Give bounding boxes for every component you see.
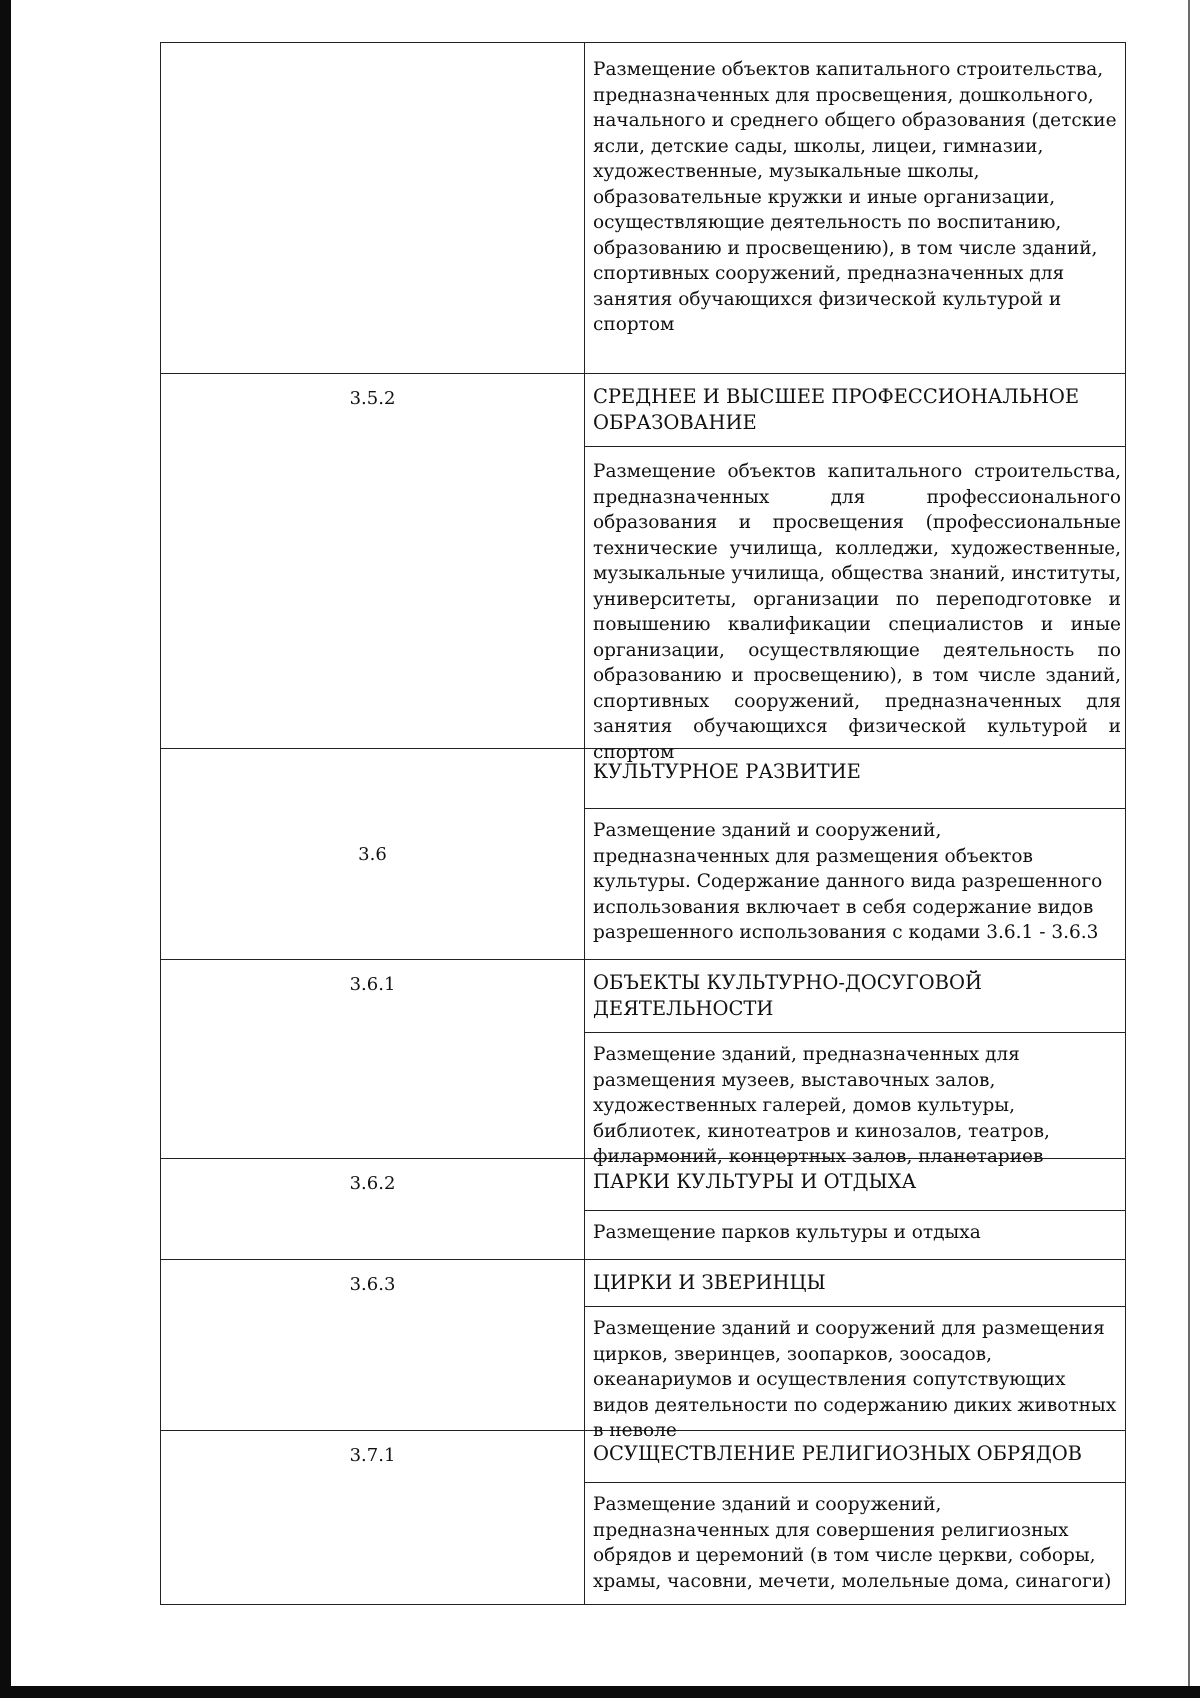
code-cell: 3.5.2 [161,374,585,748]
scan-edge-left [0,0,11,1698]
name-cell: ОБЪЕКТЫ КУЛЬТУРНО-ДОСУГОВОЙ ДЕЯТЕЛЬНОСТИ [585,960,1126,1033]
description-cell: Размещение зданий и сооружений, предназначенных для размещения объектов культуры. Содержание данного вида разрешенного использования включает в себя содержание видов разрешенного использования с кодами 3.6.1 - 3.6.3 [585,809,1126,959]
code-cell: 3.7.1 [161,1431,585,1604]
scan-edge-bottom [0,1686,1200,1698]
name-cell: ОСУЩЕСТВЛЕНИЕ РЕЛИГИОЗНЫХ ОБРЯДОВ [585,1431,1126,1483]
description-cell: Размещение объектов капитального строительства, предназначенных для просвещения, дошкольного, начального и среднего общего образования (детские ясли, детские сады, школы, лицеи, гимназии, художественные, музыкальные школы, образовательные кружки и иные организации, осуществляющие деятельность по воспитанию, образованию и просвещению), в том числе зданий, спортивных сооружений, предназначенных для занятия обучающихся физической культурой и спортом [585,43,1126,373]
code-cell: 3.6.1 [161,960,585,1158]
description-cell: Размещение зданий и сооружений, предназначенных для совершения религиозных обрядов и церемоний (в том числе церкви, соборы, храмы, часовни, мечети, молельные дома, синагоги) [585,1483,1126,1604]
table-row [161,43,1126,374]
table-row [161,1260,1126,1441]
table-row [161,960,1126,1167]
code-cell: 3.6 [161,749,585,959]
description-cell: Размещение зданий и сооружений для размещения цирков, зверинцев, зоопарков, зоосадов, океанариумов и осуществления сопутствующих видов деятельности по содержанию диких животных в неволе [585,1307,1126,1450]
code-cell: 3.6.3 [161,1260,585,1430]
description-cell: Размещение парков культуры и отдыха [585,1211,1126,1259]
code-cell [161,43,585,373]
table-row [161,1431,1126,1605]
table-row [161,1159,1126,1260]
name-cell: ЦИРКИ И ЗВЕРИНЦЫ [585,1260,1126,1307]
name-cell: КУЛЬТУРНОЕ РАЗВИТИЕ [585,749,1126,809]
name-cell: ПАРКИ КУЛЬТУРЫ И ОТДЫХА [585,1159,1126,1211]
scan-edge-right [1188,0,1190,1698]
name-cell: СРЕДНЕЕ И ВЫСШЕЕ ПРОФЕССИОНАЛЬНОЕ ОБРАЗОВАНИЕ [585,374,1126,447]
description-cell: Размещение зданий, предназначенных для размещения музеев, выставочных залов, художественных галерей, домов культуры, библиотек, кинотеатров и кинозалов, театров, филармоний, концертных залов, планетариев [585,1033,1126,1176]
permitted-use-table [160,42,1126,1605]
table-row [161,374,1126,763]
code-cell: 3.6.2 [161,1159,585,1259]
table-row [161,749,1126,960]
description-cell: Размещение объектов капитального строительства, предназначенных для профессионального образования и просвещения (профессиональные технические училища, колледжи, художественные, музыкальные училища, общества знаний, институты, университеты, организации по переподготовке и повышению квалификации специалистов и иные организации, осуществляющие деятельность по образованию и просвещению), в том числе зданий, спортивных сооружений, предназначенных для занятия обучающихся физической культурой и спортом [585,447,1126,771]
